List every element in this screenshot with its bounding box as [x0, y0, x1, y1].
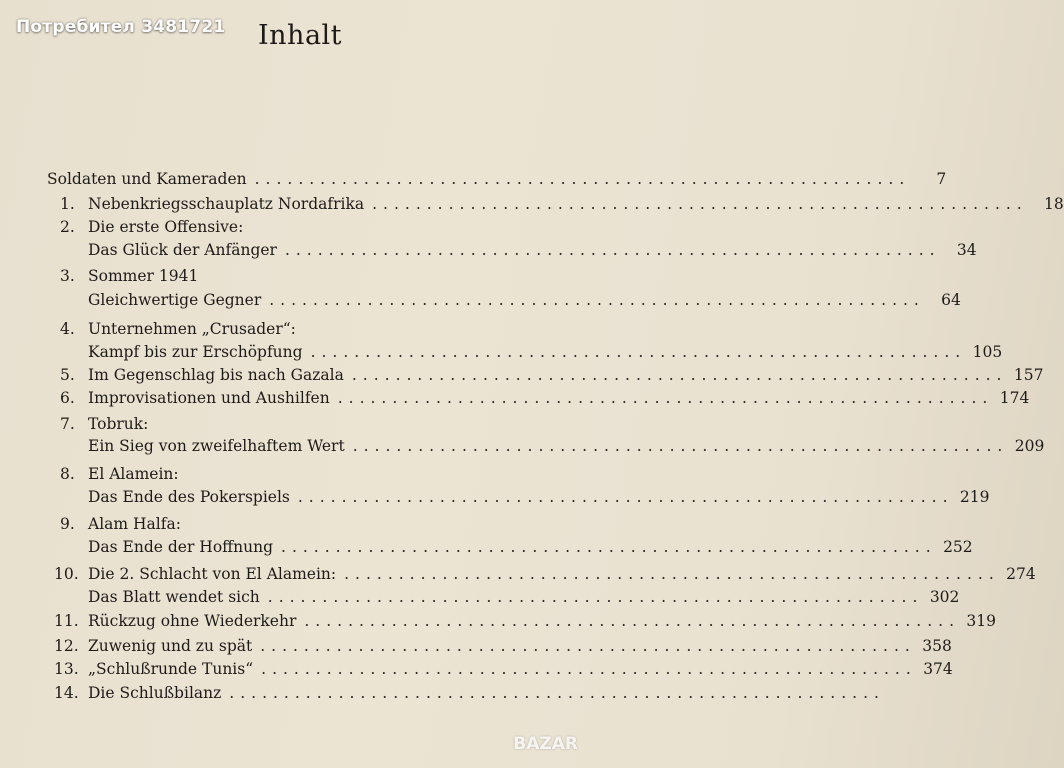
chapter-title: Die Schlußbilanz — [88, 684, 222, 702]
toc-entry — [88, 538, 973, 556]
page-number: 374 — [923, 660, 953, 678]
toc-entry — [54, 637, 952, 655]
chapter-number: 11. — [54, 612, 79, 630]
toc-entry — [60, 389, 1030, 407]
page-number: 274 — [1006, 565, 1036, 583]
dot-leader: ............................................................ — [344, 565, 1000, 583]
chapter-title: Sommer 1941 — [88, 267, 199, 285]
chapter-title: Rückzug ohne Wiederkehr — [88, 612, 297, 630]
page-number: 209 — [1014, 437, 1045, 455]
dot-leader: ............................................................ — [254, 170, 911, 188]
chapter-number: 14. — [54, 684, 79, 702]
chapter-number: 12. — [54, 637, 79, 655]
chapter-title: Zuwenig und zu spät — [88, 637, 253, 655]
page-number: 219 — [959, 488, 990, 506]
dot-leader: ............................................................ — [297, 488, 954, 506]
toc-entry — [60, 465, 522, 483]
page-number: 34 — [956, 241, 977, 259]
chapter-title: Das Ende der Hoffnung — [88, 538, 274, 556]
page-number: 174 — [999, 389, 1030, 407]
chapter-title: El Alamein: — [88, 465, 179, 483]
chapter-number: 2. — [60, 218, 75, 236]
dot-leader: ............................................................ — [337, 389, 994, 407]
chapter-number: 6. — [60, 389, 75, 407]
chapter-number: 13. — [54, 660, 79, 678]
toc-entry — [60, 415, 522, 433]
dot-leader: ............................................................ — [352, 437, 1009, 455]
dot-leader: ............................................................ — [261, 660, 917, 678]
chapter-number: 4. — [60, 320, 75, 338]
page-number: 64 — [941, 291, 961, 309]
chapter-number: 1. — [60, 195, 75, 213]
chapter-title: Soldaten und Kameraden — [47, 170, 247, 188]
toc-entry — [88, 437, 1045, 455]
chapter-title: Alam Halfa: — [88, 515, 181, 533]
chapter-title: Das Glück der Anfänger — [88, 241, 277, 259]
toc-entry — [60, 267, 518, 285]
toc-entry — [88, 291, 961, 309]
chapter-title: „Schlußrunde Tunis“ — [88, 660, 254, 678]
chapter-title: Unternehmen „Crusader“: — [88, 320, 296, 338]
dot-leader: ............................................................ — [229, 684, 885, 702]
page-number: 252 — [943, 538, 973, 556]
user-watermark: Потребител 3481721 — [16, 17, 226, 37]
chapter-title: Improvisationen und Aushilfen — [88, 389, 330, 407]
toc-entry — [54, 612, 996, 630]
chapter-title: Nebenkriegsschauplatz Nordafrika — [88, 195, 365, 213]
chapter-title: Das Ende des Pokerspiels — [88, 488, 290, 506]
page-title: Inhalt — [258, 20, 343, 51]
chapter-number: 10. — [54, 565, 79, 583]
toc-entry — [88, 488, 990, 506]
chapter-number: 9. — [60, 515, 75, 533]
toc-entry — [60, 320, 518, 338]
page-number: 157 — [1013, 366, 1044, 384]
toc-entry — [60, 195, 1064, 213]
chapter-title: Gleichwertige Gegner — [88, 291, 262, 309]
toc-entry — [54, 660, 953, 678]
toc-entry — [54, 565, 1036, 583]
dot-leader: ............................................................ — [304, 612, 960, 630]
toc-entry — [88, 343, 1003, 361]
dot-leader: ............................................................ — [284, 241, 941, 259]
page-number: 7 — [936, 170, 947, 188]
dot-leader: ............................................................ — [351, 366, 1008, 384]
dot-leader: ............................................................ — [267, 588, 924, 606]
toc-entry — [54, 684, 885, 702]
chapter-title: Die erste Offensive: — [88, 218, 244, 236]
chapter-number: 8. — [60, 465, 75, 483]
dot-leader: ............................................................ — [372, 195, 1028, 213]
toc-entry — [47, 170, 947, 188]
page-number: 302 — [929, 588, 960, 606]
dot-leader: ............................................................ — [269, 291, 925, 309]
chapter-number: 5. — [60, 366, 75, 384]
chapter-title: Im Gegenschlag bis nach Gazala — [88, 366, 344, 384]
brand-watermark: BAZAR — [513, 734, 578, 754]
toc-entry — [88, 588, 960, 606]
toc-entry — [60, 366, 1044, 384]
dot-leader: ............................................................ — [260, 637, 916, 655]
page-number: 18 — [1044, 195, 1064, 213]
chapter-title: Kampf bis zur Erschöpfung — [88, 343, 303, 361]
page-number: 105 — [972, 343, 1003, 361]
chapter-title: Das Blatt wendet sich — [88, 588, 260, 606]
toc-entry — [88, 241, 977, 259]
dot-leader: ............................................................ — [281, 538, 937, 556]
chapter-title: Ein Sieg von zweifelhaftem Wert — [88, 437, 345, 455]
toc-entry — [60, 515, 522, 533]
page-number: 319 — [966, 612, 996, 630]
toc-entry — [60, 218, 518, 236]
dot-leader: ............................................................ — [310, 343, 967, 361]
chapter-number: 3. — [60, 267, 75, 285]
page-number: 358 — [922, 637, 952, 655]
chapter-title: Tobruk: — [88, 415, 149, 433]
chapter-number: 7. — [60, 415, 75, 433]
chapter-title: Die 2. Schlacht von El Alamein: — [88, 565, 337, 583]
